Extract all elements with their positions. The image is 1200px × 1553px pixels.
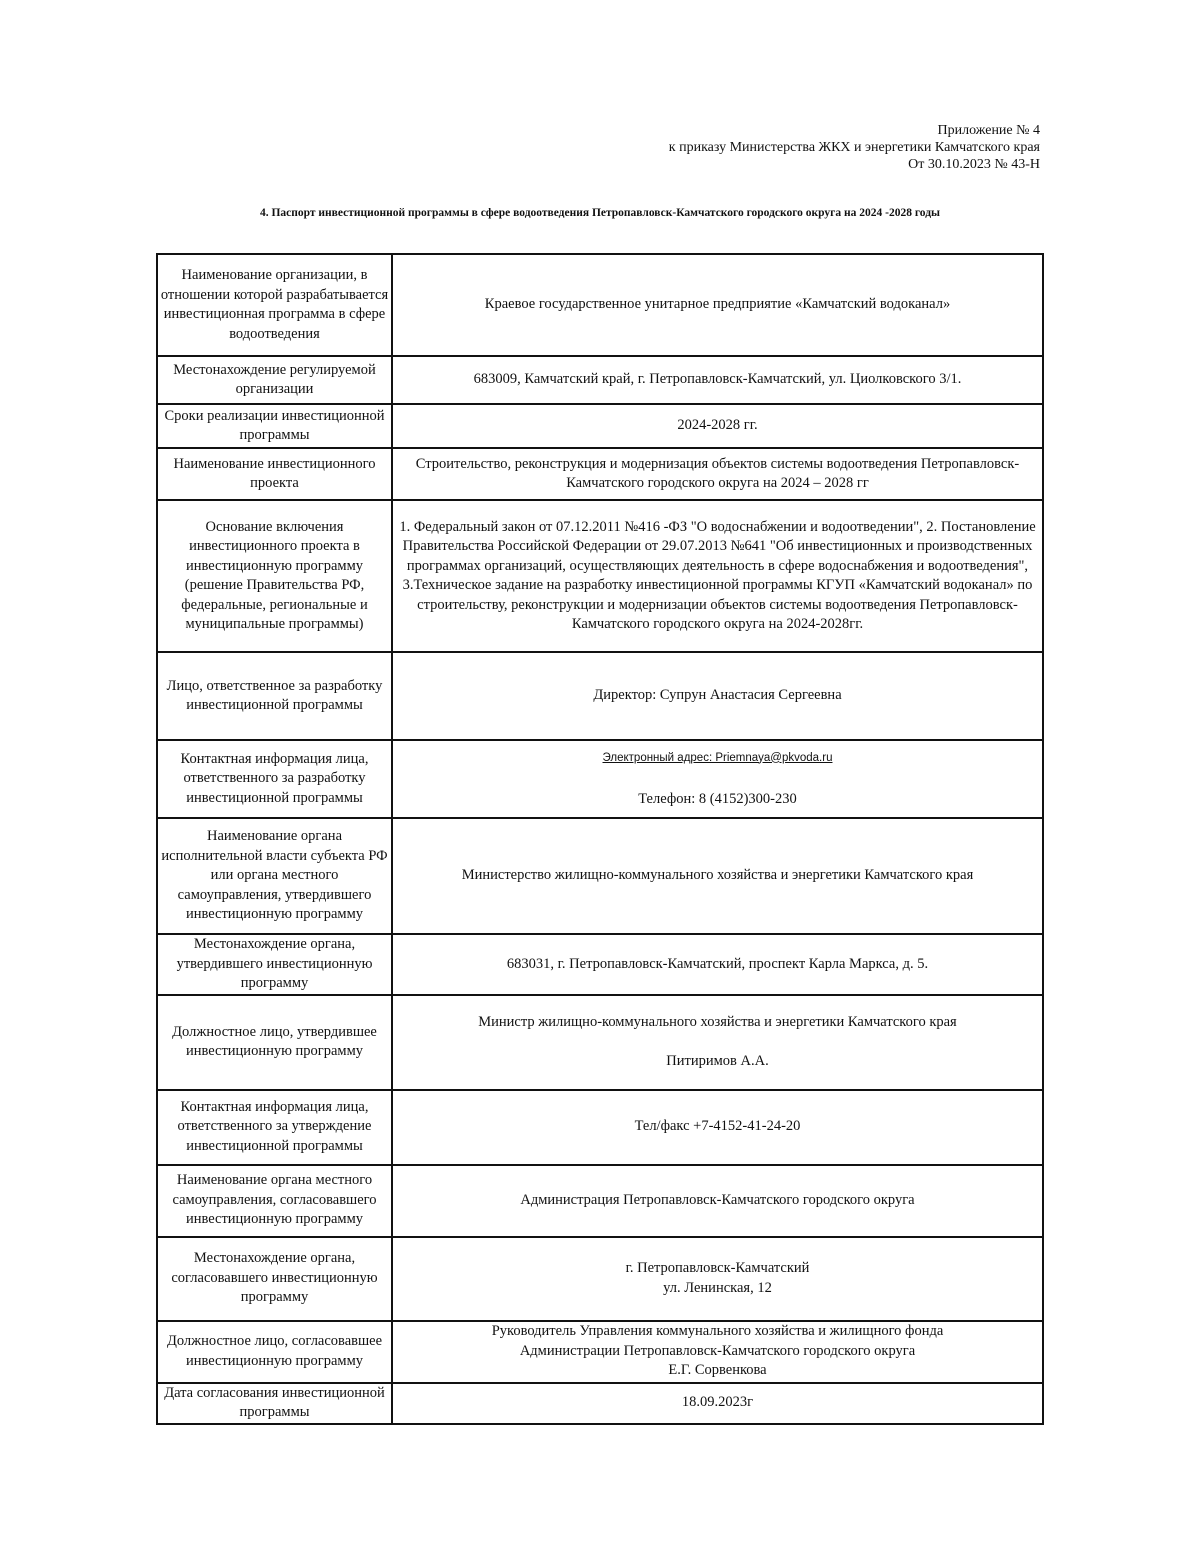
row-label: Сроки реализации инвестиционной программы bbox=[157, 404, 392, 448]
row-label: Основание включения инвестиционного проекта в инвестиционную программу (решение Правительства РФ, федеральные, региональные и муниципальные программы) bbox=[157, 500, 392, 652]
table-row bbox=[157, 404, 1043, 448]
agreeing-name: Е.Г. Сорвенкова bbox=[668, 1362, 767, 1379]
appendix-header bbox=[669, 122, 1040, 173]
table-row bbox=[157, 254, 1043, 356]
table-row bbox=[157, 500, 1043, 652]
passport-table bbox=[156, 253, 1044, 1425]
agreeing-street: ул. Ленинская, 12 bbox=[663, 1279, 772, 1296]
row-label: Местонахождение регулируемой организации bbox=[157, 356, 392, 404]
row-label: Наименование органа исполнительной власти субъекта РФ или органа местного самоуправления, утвердившего инвестиционную программу bbox=[157, 818, 392, 934]
row-value: Директор: Супрун Анастасия Сергеевна bbox=[392, 652, 1043, 740]
table-row bbox=[157, 740, 1043, 818]
contact-phone: Телефон: 8 (4152)300-230 bbox=[638, 791, 797, 807]
table-row bbox=[157, 1383, 1043, 1424]
row-label: Наименование органа местного самоуправления, согласовавшего инвестиционную программу bbox=[157, 1165, 392, 1237]
document-title: 4. Паспорт инвестиционной программы в сфере водоотведения Петропавловск-Камчатского городского округа на 2024 -2028 годы bbox=[259, 207, 940, 219]
table-row bbox=[157, 356, 1043, 404]
row-value bbox=[392, 995, 1043, 1090]
contact-email[interactable]: Электронный адрес: Priemnaya@pkvoda.ru bbox=[602, 751, 833, 764]
table-row bbox=[157, 1165, 1043, 1237]
row-value: 683009, Камчатский край, г. Петропавловск-Камчатский, ул. Циолковского 3/1. bbox=[392, 356, 1043, 404]
table-row bbox=[157, 1090, 1043, 1165]
agreeing-city: г. Петропавловск-Камчатский bbox=[625, 1260, 810, 1276]
row-label: Контактная информация лица, ответственного за утверждение инвестиционной программы bbox=[157, 1090, 392, 1165]
approver-position: Министр жилищно-коммунального хозяйства и энергетики Камчатского края bbox=[478, 1013, 957, 1030]
table-row bbox=[157, 1237, 1043, 1321]
table-row bbox=[157, 1321, 1043, 1383]
row-value: 1. Федеральный закон от 07.12.2011 №416 -ФЗ "О водоснабжении и водоотведении", 2. Постановление Правительства Российской Федерации от 29.07.2013 №641 "Об инвестиционных и производственных программах организаций, осуществляющих деятельность в сфере водоснабжения и водоотведения", 3.Техническое задание на разработку инвестиционной программы КГУП «Камчатский водоканал» по строительству, реконструкции и модернизации объектов системы водоотведения Петропавловск-Камчатского городского округа на 2024-2028гг. bbox=[392, 500, 1043, 652]
table-row bbox=[157, 995, 1043, 1090]
table-row bbox=[157, 934, 1043, 995]
appendix-number: Приложение № 4 bbox=[937, 123, 1040, 138]
agreeing-position: Руководитель Управления коммунального хозяйства и жилищного фонда bbox=[491, 1323, 944, 1340]
row-label: Местонахождение органа, согласовавшего инвестиционную программу bbox=[157, 1237, 392, 1321]
row-value: Администрация Петропавловск-Камчатского городского округа bbox=[392, 1165, 1043, 1237]
row-value bbox=[392, 740, 1043, 818]
table-row bbox=[157, 818, 1043, 934]
row-label: Наименование организации, в отношении которой разрабатывается инвестиционная программа в сфере водоотведения bbox=[157, 254, 392, 356]
appendix-order-ref: к приказу Министерства ЖКХ и энергетики Камчатского края bbox=[668, 140, 1040, 155]
row-value bbox=[392, 1321, 1043, 1383]
row-label: Контактная информация лица, ответственного за разработку инвестиционной программы bbox=[157, 740, 392, 818]
table-row bbox=[157, 652, 1043, 740]
row-value: 18.09.2023г bbox=[392, 1383, 1043, 1424]
row-value: 683031, г. Петропавловск-Камчатский, проспект Карла Маркса, д. 5. bbox=[392, 934, 1043, 995]
row-label: Лицо, ответственное за разработку инвестиционной программы bbox=[157, 652, 392, 740]
row-value: Строительство, реконструкция и модернизация объектов системы водоотведения Петропавловск-Камчатского городского округа на 2024 – 2028 гг bbox=[392, 448, 1043, 500]
approver-name: Питиримов А.А. bbox=[666, 1053, 769, 1069]
row-label: Должностное лицо, согласовавшее инвестиционную программу bbox=[157, 1321, 392, 1383]
row-value: Тел/факс +7-4152-41-24-20 bbox=[392, 1090, 1043, 1165]
agreeing-organization: Администрации Петропавловск-Камчатского городского округа bbox=[519, 1342, 916, 1359]
row-value bbox=[392, 1237, 1043, 1321]
row-label: Должностное лицо, утвердившее инвестиционную программу bbox=[157, 995, 392, 1090]
row-value: Краевое государственное унитарное предприятие «Камчатский водоканал» bbox=[392, 254, 1043, 356]
row-label: Наименование инвестиционного проекта bbox=[157, 448, 392, 500]
row-value: Министерство жилищно-коммунального хозяйства и энергетики Камчатского края bbox=[392, 818, 1043, 934]
spacer bbox=[395, 1032, 1040, 1052]
appendix-order-date: От 30.10.2023 № 43-Н bbox=[908, 157, 1040, 172]
row-label: Дата согласования инвестиционной программы bbox=[157, 1383, 392, 1424]
row-label: Местонахождение органа, утвердившего инвестиционную программу bbox=[157, 934, 392, 995]
row-value: 2024-2028 гг. bbox=[392, 404, 1043, 448]
table-row bbox=[157, 448, 1043, 500]
